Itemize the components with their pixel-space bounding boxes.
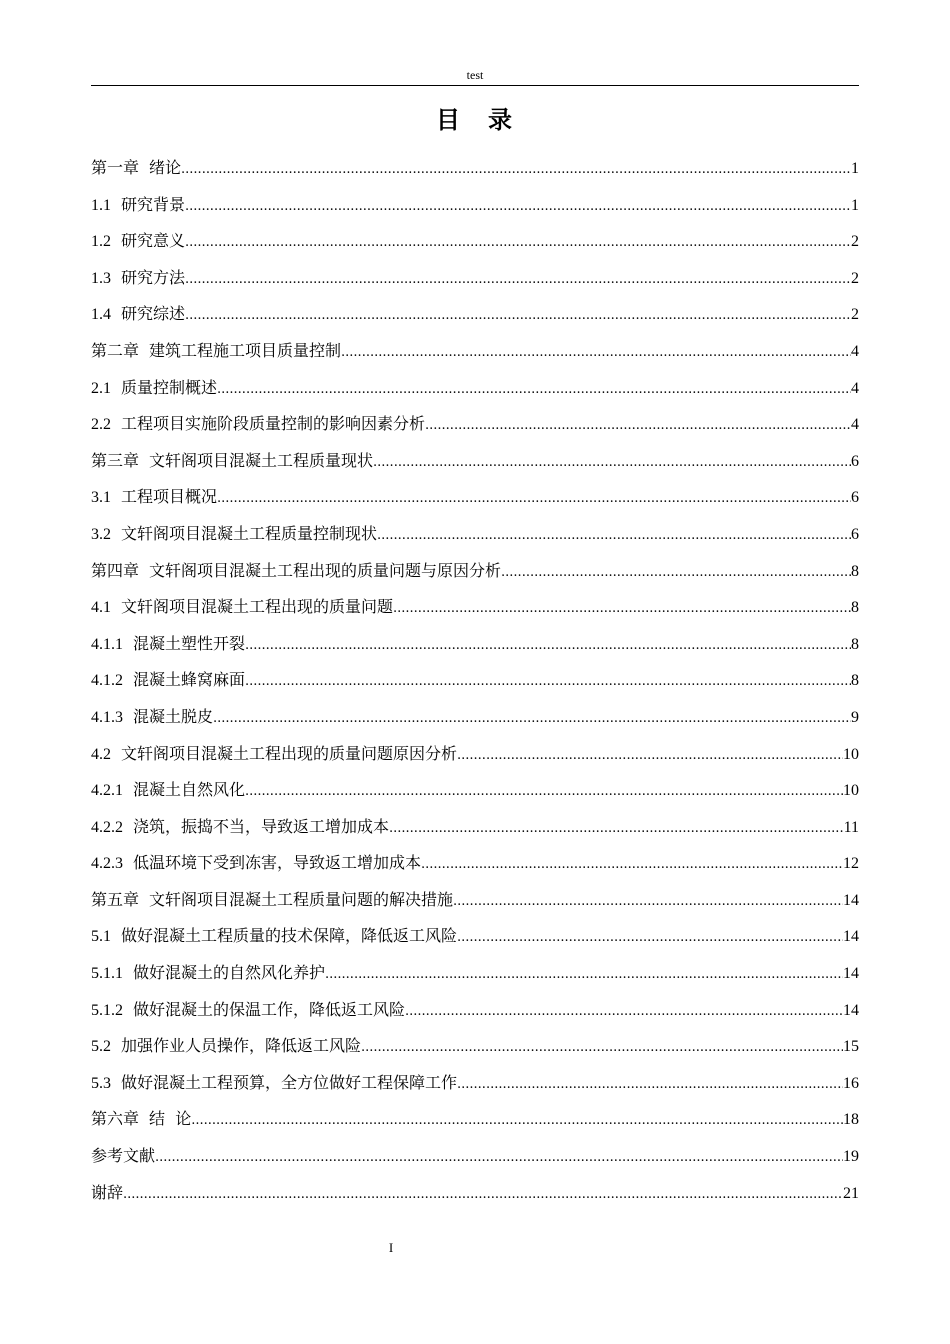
toc-entry-title: 参考文献 xyxy=(91,1146,156,1166)
toc-entry-number: 4.2.3 xyxy=(91,855,123,873)
toc-entry[interactable] xyxy=(91,296,859,333)
toc-entry-page: 4 xyxy=(851,379,859,397)
toc-entry[interactable] xyxy=(91,662,859,699)
toc-entry-title: 工程项目概况 xyxy=(121,487,218,507)
toc-entry-number: 4.1.2 xyxy=(91,672,123,690)
toc-entry-label xyxy=(91,553,501,591)
toc-entry-page: 21 xyxy=(843,1184,859,1202)
toc-entry-page: 2 xyxy=(851,306,859,324)
header-rule xyxy=(91,85,859,86)
toc-entry-label xyxy=(91,1138,155,1175)
toc-dot-leader xyxy=(389,809,844,846)
toc-entry-number: 5.1.1 xyxy=(91,965,123,983)
toc-dot-leader xyxy=(155,1138,843,1175)
toc-dot-leader xyxy=(191,1101,843,1138)
toc-entry[interactable] xyxy=(91,516,859,553)
toc-entry-title: 研究综述 xyxy=(121,304,186,324)
toc-dot-leader xyxy=(245,772,843,809)
toc-entry-page: 10 xyxy=(843,782,859,800)
toc-entry[interactable] xyxy=(91,479,859,516)
toc-entry-number: 第三章 xyxy=(91,452,140,470)
toc-title: 目 录 xyxy=(436,106,514,134)
toc-entry[interactable] xyxy=(91,150,859,187)
toc-entry-label xyxy=(91,809,389,847)
toc-entry-label xyxy=(91,260,185,298)
toc-entry-title: 做好混凝土的保温工作，降低返工风险 xyxy=(133,999,406,1019)
toc-entry-page: 18 xyxy=(843,1111,859,1129)
toc-entry-page: 14 xyxy=(843,965,859,983)
toc-dot-leader xyxy=(393,589,851,626)
toc-entry-page: 14 xyxy=(843,928,859,946)
toc-entry-label xyxy=(91,150,181,188)
toc-entry[interactable] xyxy=(91,187,859,224)
toc-entry[interactable] xyxy=(91,406,859,443)
toc-entry-title: 加强作业人员操作，降低返工风险 xyxy=(121,1036,362,1056)
toc-entry-number: 4.1 xyxy=(91,599,111,617)
toc-entry-number: 第四章 xyxy=(91,562,140,580)
toc-entry-title: 研究意义 xyxy=(121,231,186,251)
toc-entry-page: 12 xyxy=(843,855,859,873)
toc-entry[interactable] xyxy=(91,1028,859,1065)
toc-dot-leader xyxy=(341,333,851,370)
toc-entry-label xyxy=(91,918,457,956)
toc-entry-label xyxy=(91,955,325,993)
toc-dot-leader xyxy=(185,260,851,297)
toc-entry-label xyxy=(91,1065,457,1103)
toc-entry[interactable] xyxy=(91,370,859,407)
toc-dot-leader xyxy=(457,918,843,955)
toc-entry-title: 绪论 xyxy=(149,158,182,177)
toc-dot-leader xyxy=(245,662,851,699)
toc-dot-leader xyxy=(181,150,851,187)
toc-entry-page: 14 xyxy=(843,891,859,909)
toc-entry[interactable] xyxy=(91,992,859,1029)
toc-entry-label xyxy=(91,772,245,810)
toc-entry-page: 4 xyxy=(851,342,859,360)
toc-entry-page: 2 xyxy=(851,233,859,251)
toc-entry-page: 14 xyxy=(843,1001,859,1019)
toc-entry-number: 5.2 xyxy=(91,1038,111,1056)
toc-entry-page: 1 xyxy=(851,196,859,214)
toc-entry-title: 混凝土塑性开裂 xyxy=(133,633,246,653)
toc-entry-label xyxy=(91,882,453,920)
toc-dot-leader xyxy=(405,992,843,1029)
toc-entry-page: 10 xyxy=(843,745,859,763)
toc-entry[interactable] xyxy=(91,333,859,370)
toc-entry-number: 4.1.1 xyxy=(91,635,123,653)
toc-entry-page: 16 xyxy=(843,1074,859,1092)
toc-entry-page: 1 xyxy=(851,160,859,177)
toc-dot-leader xyxy=(123,1175,843,1212)
toc-entry[interactable] xyxy=(91,809,859,846)
toc-entry[interactable] xyxy=(91,882,859,919)
toc-entry-label xyxy=(91,699,213,737)
toc-entry-page: 11 xyxy=(843,818,859,836)
toc-entry-page: 6 xyxy=(851,452,859,470)
toc-entry-label xyxy=(91,589,393,627)
toc-entry-title: 建筑工程施工项目质量控制 xyxy=(149,340,342,360)
toc-entry-page: 8 xyxy=(851,562,859,580)
toc-entry-title: 质量控制概述 xyxy=(121,377,218,397)
toc-entry-number: 第二章 xyxy=(91,342,140,360)
toc-entry-title: 做好混凝土工程预算，全方位做好工程保障工作 xyxy=(121,1072,458,1092)
toc-entry-number: 第一章 xyxy=(91,160,140,177)
toc-entry-label xyxy=(91,187,185,225)
toc-entry-page: 9 xyxy=(851,708,859,726)
toc-entry-number: 2.2 xyxy=(91,416,111,434)
toc-entry-page: 2 xyxy=(851,269,859,287)
toc-entry[interactable] xyxy=(91,1175,859,1212)
toc-entry[interactable] xyxy=(91,736,859,773)
toc-entry-number: 3.2 xyxy=(91,525,111,543)
toc-entry-page: 8 xyxy=(851,672,859,690)
toc-entry[interactable] xyxy=(91,626,859,663)
toc-dot-leader xyxy=(217,479,851,516)
toc-dot-leader xyxy=(457,736,843,773)
toc-entry-number: 1.1 xyxy=(91,196,111,214)
toc-dot-leader xyxy=(373,443,851,480)
toc-dot-leader xyxy=(425,406,851,443)
toc-entry-title: 混凝土脱皮 xyxy=(133,706,214,726)
toc-entry-page: 6 xyxy=(851,525,859,543)
toc-entry-number: 1.3 xyxy=(91,269,111,287)
toc-dot-leader xyxy=(453,882,843,919)
toc-entry-number: 2.1 xyxy=(91,379,111,397)
toc-entry-page: 6 xyxy=(851,489,859,507)
toc-entry-label xyxy=(91,1028,361,1066)
toc-dot-leader xyxy=(457,1065,843,1102)
toc-entry-title: 文轩阁项目混凝土工程质量问题的解决措施 xyxy=(149,889,454,909)
toc-entry-label xyxy=(91,406,425,444)
toc-entry-label xyxy=(91,992,405,1030)
toc-entry-label xyxy=(91,1175,123,1212)
toc-entry[interactable] xyxy=(91,260,859,297)
running-header: test xyxy=(466,68,484,82)
toc-entry-title: 研究背景 xyxy=(121,194,186,214)
toc-entry[interactable] xyxy=(91,699,859,736)
toc-entry[interactable] xyxy=(91,1065,859,1102)
toc-entry-number: 第六章 xyxy=(91,1111,140,1129)
toc-entry-label xyxy=(91,662,245,700)
toc-entry[interactable] xyxy=(91,443,859,480)
toc-entry-number: 5.1 xyxy=(91,928,111,946)
toc-entry-number: 5.3 xyxy=(91,1074,111,1092)
toc-entry-title: 文轩阁项目混凝土工程出现的质量问题原因分析 xyxy=(121,743,458,763)
toc-entry-number: 1.2 xyxy=(91,233,111,251)
toc-entry-title: 混凝土蜂窝麻面 xyxy=(133,670,246,690)
toc-entry-label xyxy=(91,1101,191,1139)
toc-entry-page: 19 xyxy=(843,1148,859,1166)
toc-entry-title: 工程项目实施阶段质量控制的影响因素分析 xyxy=(121,414,426,434)
toc-entry[interactable] xyxy=(91,845,859,882)
toc-entry[interactable] xyxy=(91,553,859,590)
toc-entry-title: 文轩阁项目混凝土工程出现的质量问题与原因分析 xyxy=(149,560,502,580)
toc-entry-page: 8 xyxy=(851,635,859,653)
toc-entry-title: 结 论 xyxy=(149,1109,192,1129)
toc-entry[interactable] xyxy=(91,918,859,955)
toc-dot-leader xyxy=(421,845,843,882)
toc-entry-title: 低温环境下受到冻害，导致返工增加成本 xyxy=(133,853,422,873)
toc-dot-leader xyxy=(185,223,851,260)
toc-entry-title: 做好混凝土的自然风化养护 xyxy=(133,963,326,983)
toc-dot-leader xyxy=(501,553,851,590)
toc-entry-number: 第五章 xyxy=(91,891,140,909)
footer-page-number: I xyxy=(388,1240,394,1255)
toc-dot-leader xyxy=(185,296,851,333)
toc-entry[interactable] xyxy=(91,955,859,992)
toc-dot-leader xyxy=(185,187,851,224)
toc-entry-title: 研究方法 xyxy=(121,267,186,287)
toc-entry[interactable] xyxy=(91,589,859,626)
toc-entry-label xyxy=(91,626,245,664)
toc-entry-title: 浇筑，振捣不当，导致返工增加成本 xyxy=(133,816,390,836)
toc-entry[interactable] xyxy=(91,223,859,260)
toc-entry-number: 3.1 xyxy=(91,489,111,507)
toc-entry-number: 4.2.1 xyxy=(91,782,123,800)
toc-entry-label xyxy=(91,443,373,481)
toc-entry-title: 混凝土自然风化 xyxy=(133,780,246,800)
toc-dot-leader xyxy=(377,516,851,553)
toc-entry-label xyxy=(91,736,457,774)
toc-entry-number: 4.2 xyxy=(91,745,111,763)
toc-entry-number: 1.4 xyxy=(91,306,111,324)
toc-entry-label xyxy=(91,223,185,261)
toc-dot-leader xyxy=(245,626,851,663)
toc-entry-page: 8 xyxy=(851,599,859,617)
toc-entry-label xyxy=(91,333,341,371)
toc-entry-title: 文轩阁项目混凝土工程质量控制现状 xyxy=(121,523,378,543)
toc-entry-number: 4.2.2 xyxy=(91,818,123,836)
toc-entry-number: 4.1.3 xyxy=(91,708,123,726)
toc-entry-label xyxy=(91,845,421,883)
toc-entry-label xyxy=(91,296,185,334)
table-of-contents xyxy=(91,150,859,1211)
toc-entry-label xyxy=(91,516,377,554)
toc-entry-title: 做好混凝土工程质量的技术保障，降低返工风险 xyxy=(121,926,458,946)
toc-dot-leader xyxy=(325,955,843,992)
toc-dot-leader xyxy=(217,370,851,407)
toc-entry-title: 文轩阁项目混凝土工程质量现状 xyxy=(149,450,374,470)
toc-entry-title: 谢辞 xyxy=(91,1182,124,1202)
toc-entry-label xyxy=(91,479,217,517)
toc-entry-label xyxy=(91,370,217,408)
toc-entry-title: 文轩阁项目混凝土工程出现的质量问题 xyxy=(121,597,394,617)
toc-entry-page: 15 xyxy=(843,1038,859,1056)
toc-entry[interactable] xyxy=(91,1138,859,1175)
toc-dot-leader xyxy=(213,699,851,736)
toc-entry[interactable] xyxy=(91,1101,859,1138)
toc-entry-number: 5.1.2 xyxy=(91,1001,123,1019)
toc-entry-page: 4 xyxy=(851,416,859,434)
toc-entry[interactable] xyxy=(91,772,859,809)
toc-dot-leader xyxy=(361,1028,843,1065)
